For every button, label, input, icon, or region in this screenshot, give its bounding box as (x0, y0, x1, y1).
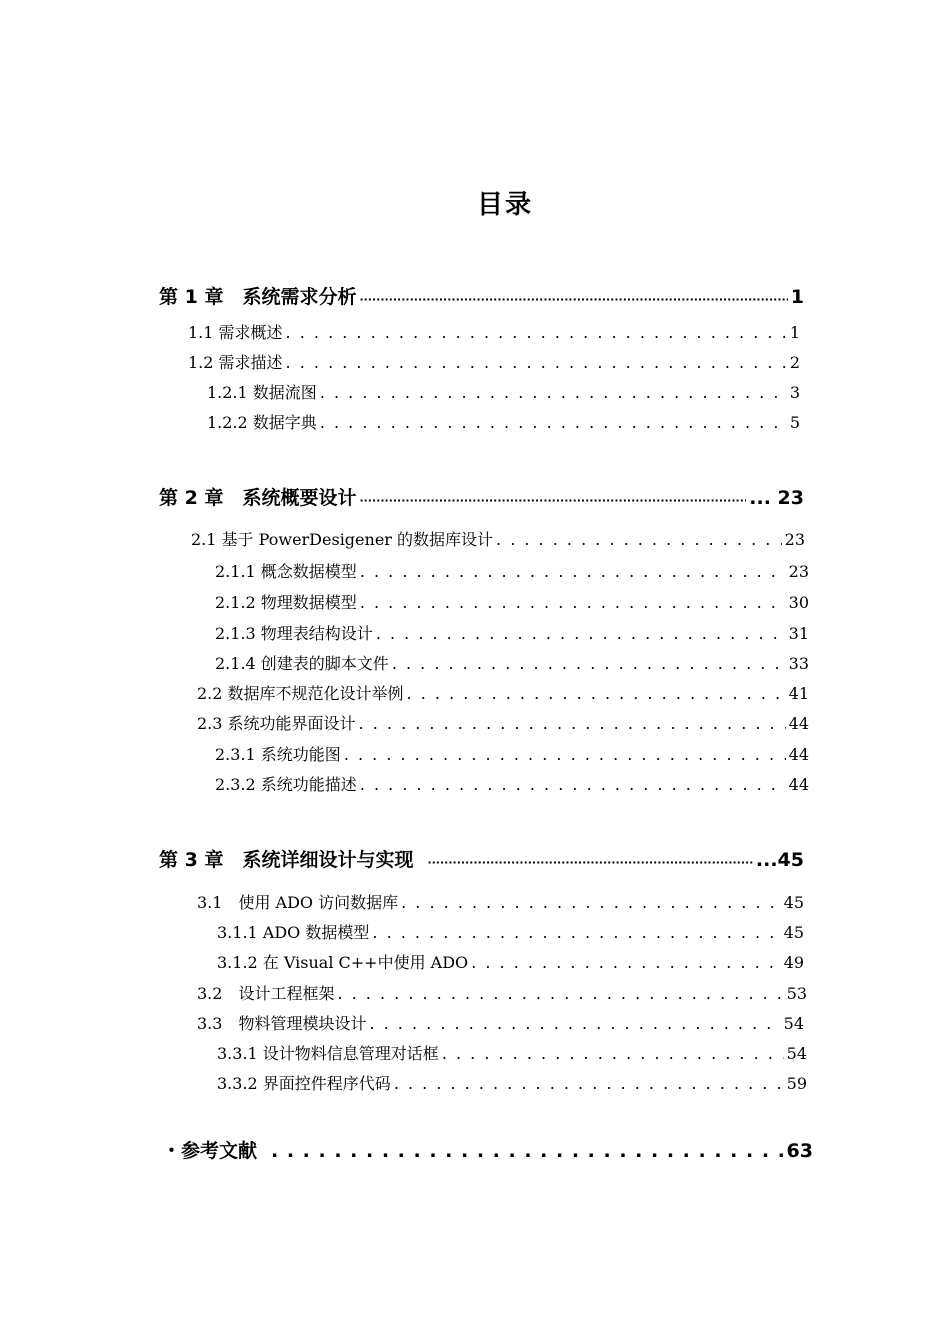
dot-leader (359, 293, 787, 306)
toc-chapter-title: 第 1 章 系统需求分析 (159, 286, 357, 308)
toc-entry[interactable] (197, 890, 804, 914)
toc-entry[interactable] (215, 621, 809, 645)
toc-page-number: 63 (786, 1140, 813, 1162)
dot-leader (344, 745, 786, 764)
toc-page-number: 23 (784, 530, 805, 549)
toc-entry-title: 2.1.3 物理表结构设计 (215, 624, 373, 643)
toc-page-number: 54 (786, 1044, 807, 1063)
toc-entry[interactable] (188, 350, 800, 374)
toc-entry-title: 2.2 数据库不规范化设计举例 (197, 684, 404, 703)
toc-page-number: 33 (788, 654, 809, 673)
toc-page-number: 23 (788, 562, 809, 581)
toc-references-title: ・参考文献 (162, 1140, 258, 1162)
toc-entry[interactable] (188, 320, 800, 344)
toc-entry-title: 2.1.4 创建表的脚本文件 (215, 654, 389, 673)
toc-entry-title: 1.2.2 数据字典 (207, 413, 317, 432)
dot-leader (360, 593, 786, 612)
toc-entry-title: 2.3.1 系统功能图 (215, 745, 341, 764)
toc-entry[interactable] (197, 1011, 804, 1035)
toc-entry[interactable] (215, 742, 809, 766)
toc-page-number: 31 (788, 624, 809, 643)
toc-page-number: 41 (788, 684, 809, 703)
dot-leader (376, 624, 786, 643)
dot-leader (320, 413, 787, 432)
toc-chapter-3[interactable] (159, 845, 804, 873)
page-title: 目录 (476, 190, 533, 220)
toc-entry[interactable] (197, 711, 809, 735)
toc-entry-title: 2.1 基于 PowerDesigener 的数据库设计 (191, 530, 494, 549)
dot-leader (271, 1140, 784, 1162)
toc-page-number: 1 (789, 323, 800, 342)
toc-entry-title: 1.2 需求描述 (188, 353, 283, 372)
toc-page-number: 45 (783, 923, 804, 942)
toc-entry[interactable] (191, 527, 805, 551)
dot-leader (442, 1044, 784, 1063)
toc-page-number: 2 (789, 353, 800, 372)
dot-leader (427, 856, 752, 869)
toc-entry-title: 2.1.1 概念数据模型 (215, 562, 357, 581)
toc-entry-title: 1.2.1 数据流图 (207, 383, 317, 402)
toc-page-number: 1 (790, 286, 804, 308)
toc-page-number: 49 (783, 953, 804, 972)
toc-entry-title: 3.3.2 界面控件程序代码 (217, 1074, 391, 1093)
dot-leader (369, 1014, 780, 1033)
toc-page-number: ...45 (755, 849, 804, 871)
dot-leader (372, 923, 780, 942)
toc-page-number: 3 (789, 383, 800, 402)
toc-chapter-title: 第 2 章 系统概要设计 (159, 487, 357, 509)
toc-entry-title: 3.1 使用 ADO 访问数据库 (197, 893, 399, 912)
toc-entry-title: 2.3.2 系统功能描述 (215, 775, 357, 794)
toc-page-number: 45 (783, 893, 804, 912)
toc-references[interactable] (162, 1136, 813, 1164)
dot-leader (320, 383, 787, 402)
dot-leader (392, 654, 786, 673)
toc-entry[interactable] (217, 950, 804, 974)
toc-chapter-2[interactable] (159, 483, 804, 511)
toc-entry-title: 3.1.1 ADO 数据模型 (217, 923, 370, 942)
toc-page-number: 44 (788, 714, 809, 733)
toc-entry[interactable] (207, 410, 800, 434)
toc-page-number: 53 (786, 984, 807, 1003)
toc-entry[interactable] (217, 1041, 807, 1065)
toc-page-number: 44 (788, 745, 809, 764)
dot-leader (360, 775, 786, 794)
dot-leader (394, 1074, 784, 1093)
dot-leader (359, 494, 746, 507)
toc-entry[interactable] (217, 920, 804, 944)
toc-entry-title: 3.3 物料管理模块设计 (197, 1014, 367, 1033)
toc-entry[interactable] (215, 772, 809, 796)
toc-page-number: 30 (788, 593, 809, 612)
toc-page-number: 44 (788, 775, 809, 794)
toc-entry-title: 3.2 设计工程框架 (197, 984, 335, 1003)
dot-leader (286, 323, 787, 342)
toc-entry[interactable] (215, 651, 809, 675)
toc-entry-title: 2.3 系统功能界面设计 (197, 714, 356, 733)
toc-entry-title: 2.1.2 物理数据模型 (215, 593, 357, 612)
dot-leader (407, 684, 786, 703)
toc-page-number: ... 23 (749, 487, 804, 509)
toc-chapter-1[interactable] (159, 282, 804, 310)
toc-entry[interactable] (197, 681, 809, 705)
dot-leader (360, 562, 786, 581)
toc-entry-title: 3.3.1 设计物料信息管理对话框 (217, 1044, 439, 1063)
toc-chapter-title: 第 3 章 系统详细设计与实现 (159, 849, 414, 871)
toc-page-number: 54 (783, 1014, 804, 1033)
toc-page-number: 59 (786, 1074, 807, 1093)
dot-leader (359, 714, 786, 733)
dot-leader (496, 530, 782, 549)
dot-leader (471, 953, 780, 972)
toc-entry-title: 1.1 需求概述 (188, 323, 283, 342)
dot-leader (286, 353, 787, 372)
toc-entry[interactable] (217, 1071, 807, 1095)
toc-entry[interactable] (207, 380, 800, 404)
toc-entry-title: 3.1.2 在 Visual C++中使用 ADO (217, 953, 469, 972)
toc-entry[interactable] (197, 981, 807, 1005)
dot-leader (337, 984, 783, 1003)
toc-entry[interactable] (215, 559, 809, 583)
dot-leader (401, 893, 781, 912)
toc-page-number: 5 (789, 413, 800, 432)
toc-entry[interactable] (215, 590, 809, 614)
